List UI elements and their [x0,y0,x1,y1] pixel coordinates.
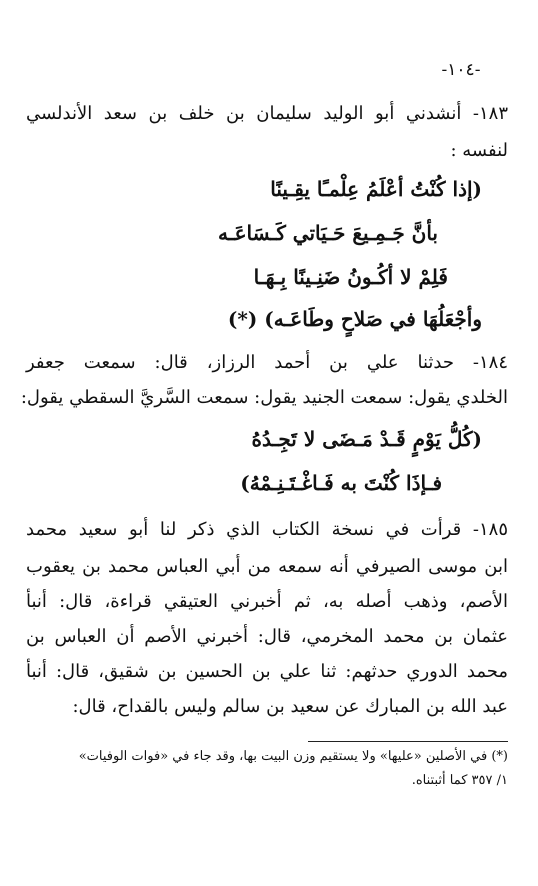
poem-1-verse-1: (إذا كُنْتُ أعْلَمُ عِلْمـًا يقِـينًا [270,177,482,201]
paragraph-185-line-3: الأصم، وذهب أصله به، ثم أخبرني العتيقي قراءة، قال: أنبأ [26,591,508,612]
footnote-line-2: ١/ ٣٥٧ كما أثبتناه. [411,773,508,788]
paragraph-185-line-4: عثمان بن محمد المخرمي، قال: أخبرني الأصم أن العباس بن [26,626,508,647]
poem-1-verse-2: بأنَّ جَـمِـيعَ حَـيَاتي كَـسَاعَـه [218,221,438,245]
poem-2-verse-1: (كُلُّ يَوْمٍ قَـدْ مَـضَى لا تَجِـدُهُ [251,427,482,451]
poem-1-verse-3: فَلِمْ لا أكُـونُ ضَنِـينًا بِـهَـا [253,265,448,289]
footnote-line-1: (*) في الأصلين «عليها» ولا يستقيم وزن البيت بها، وقد جاء في «فوات الوفيات» [78,749,508,764]
paragraph-185-line-6: عبد الله بن المبارك عن سعيد بن سالم وليس بالقداح، قال: [72,696,508,717]
paragraph-184-line-1: ١٨٤- حدثنا علي بن أحمد الرزاز، قال: سمعت جعفر [26,352,508,373]
poem-1-verse-4: وأجْعَلُهَا في صَلاحٍ وطَاعَـه) (*) [227,307,482,331]
paragraph-184-line-2: الخلدي يقول: سمعت الجنيد يقول: سمعت السَّريَّ السقطي يقول: [20,387,508,408]
paragraph-183-line-1: ١٨٣- أنشدني أبو الوليد سليمان بن خلف بن سعد الأندلسي [26,103,508,124]
paragraph-185-line-2: ابن موسى الصيرفي أنه سمعه من أبي العباس محمد بن يعقوب [26,556,508,577]
poem-2-verse-2: فـإذَا كُنْتَ به فَـاغْـتَـنِـمْهُ) [240,471,442,495]
footnote-divider [308,741,508,742]
paragraph-185-line-5: محمد الدوري حدثهم: ثنا علي بن الحسين بن شقيق، قال: أنبأ [26,661,508,682]
paragraph-185-line-1: ١٨٥- قرأت في نسخة الكتاب الذي ذكر لنا أبو سعيد محمد [26,519,508,540]
page-number: -١٠٤- [441,60,481,80]
paragraph-183-line-2: لنفسه : [450,140,508,161]
